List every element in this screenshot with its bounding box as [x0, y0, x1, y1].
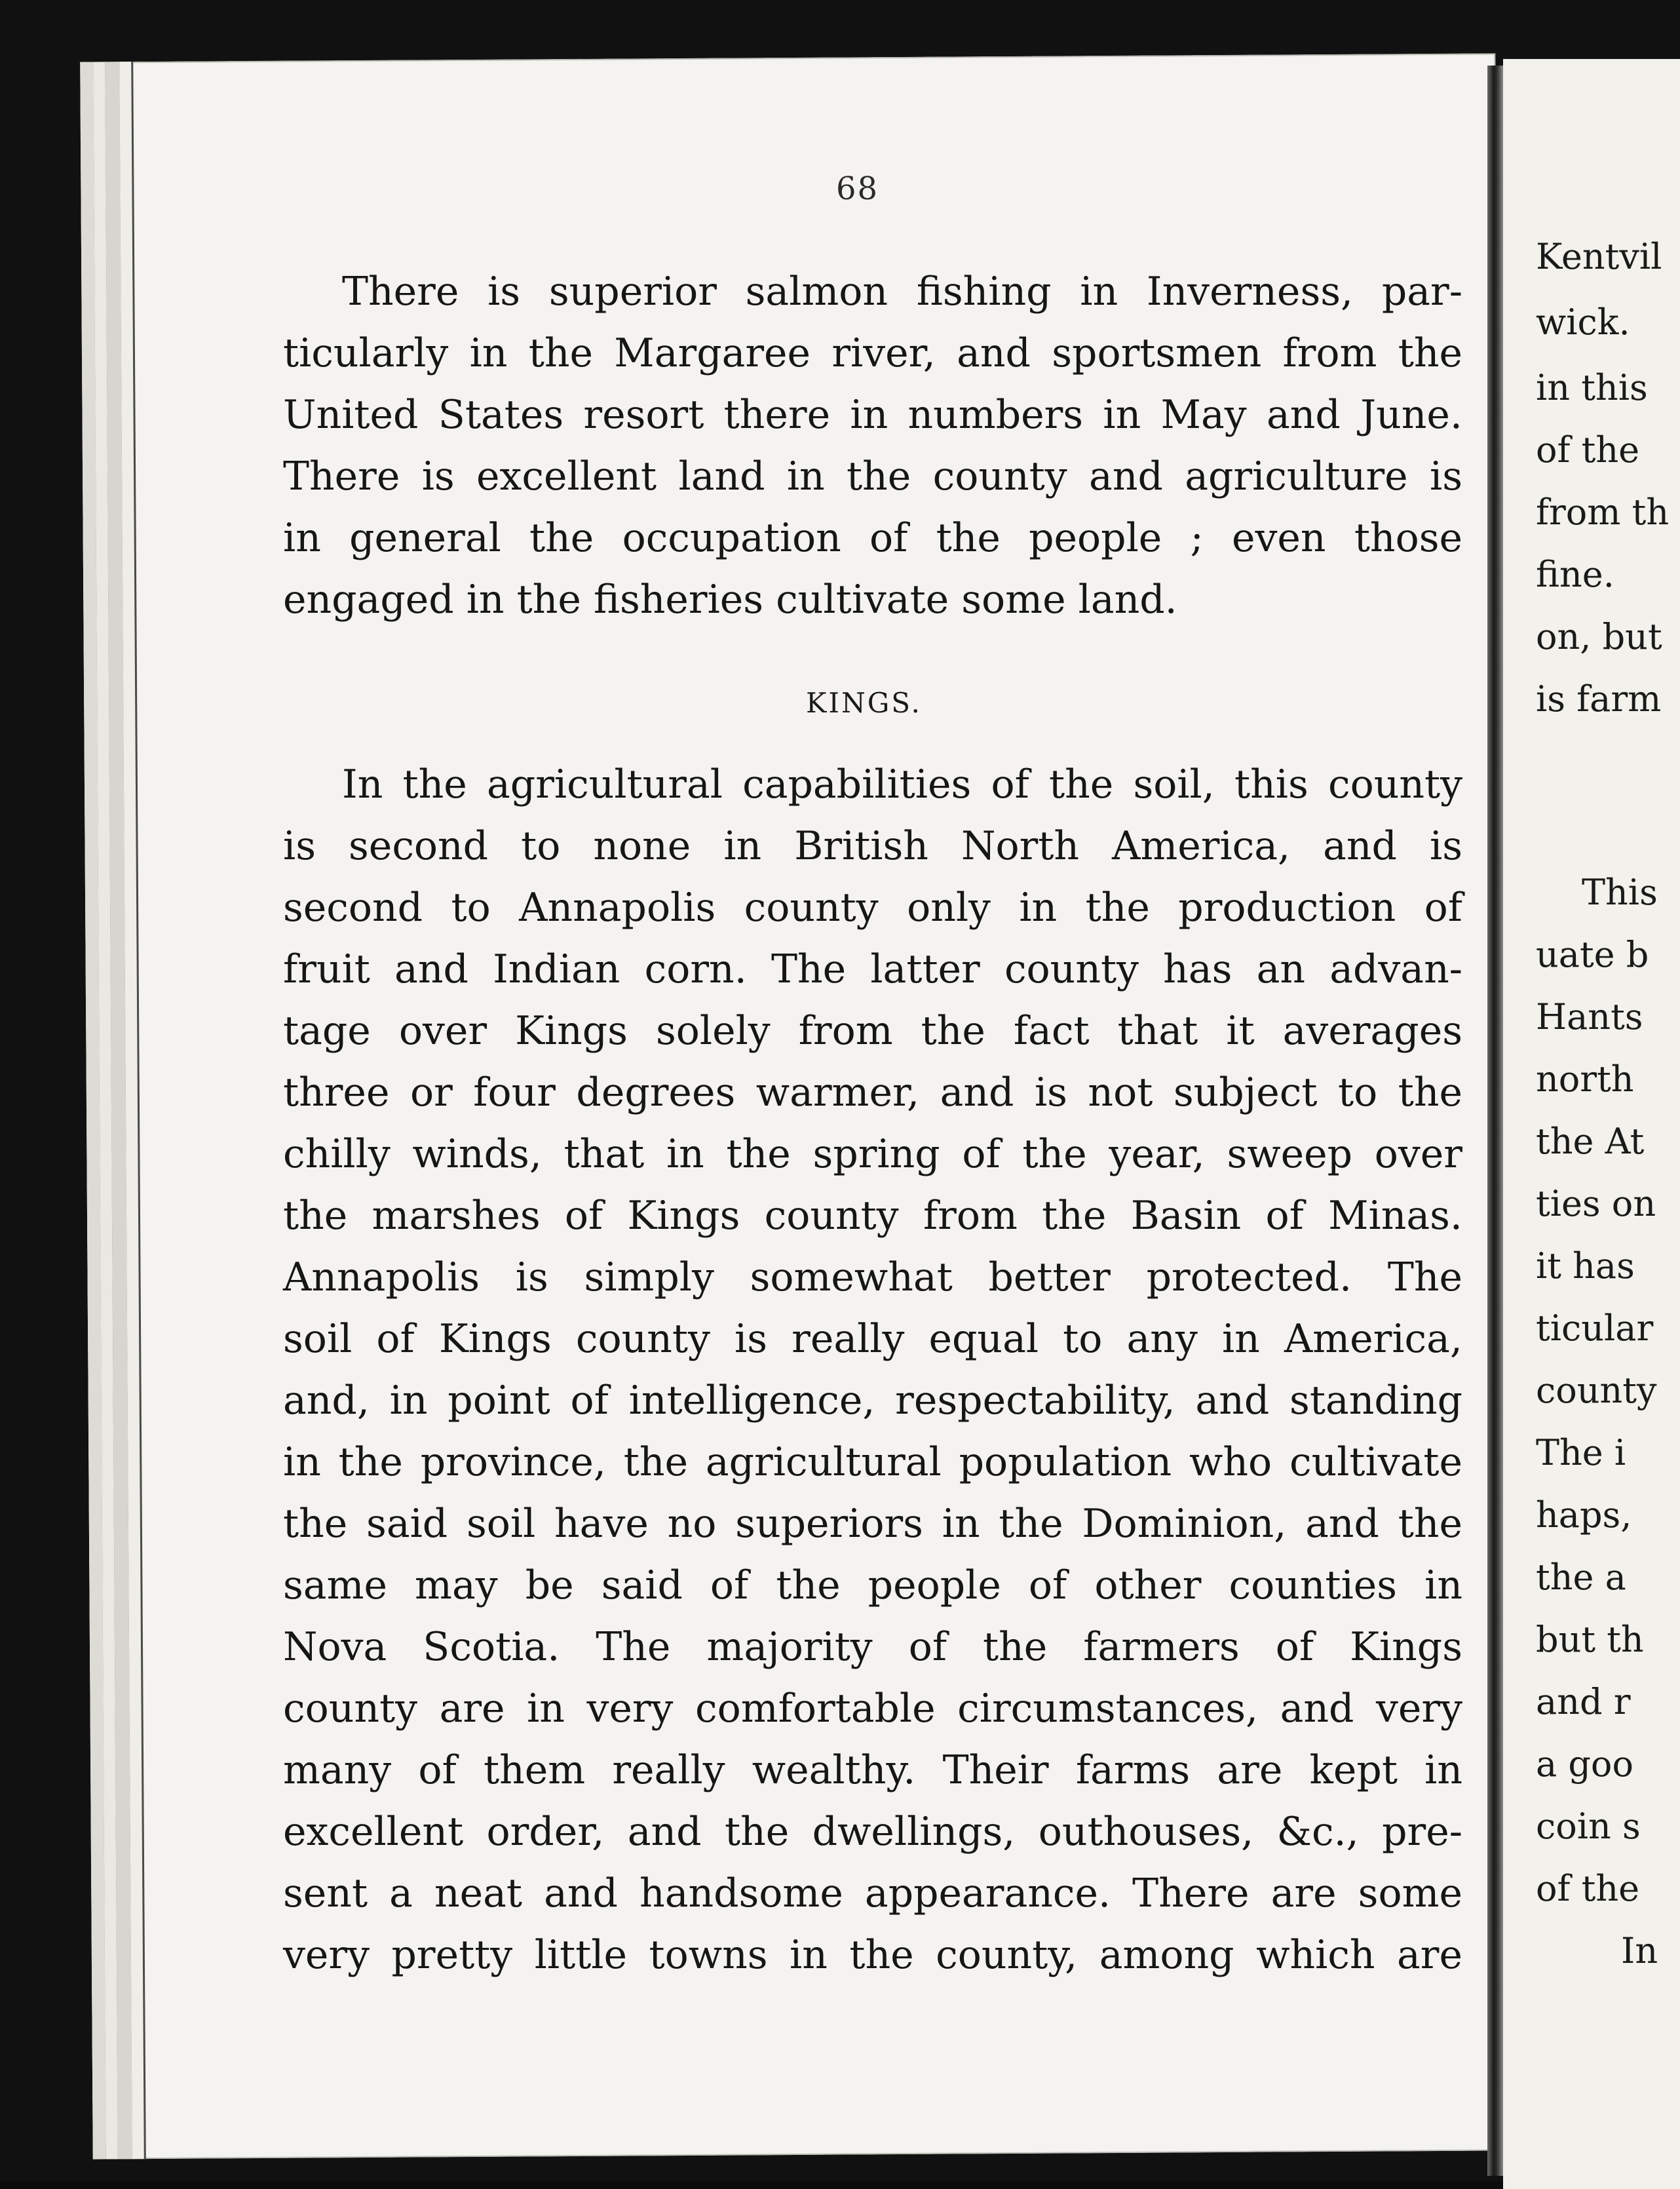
right-page-fragment: In [1621, 1930, 1658, 1971]
right-page-fragment: the a [1536, 1557, 1626, 1598]
paragraph-inverness [283, 261, 1462, 630]
text-line: second to Annapolis county only in the production of [283, 885, 1462, 931]
text-line: United States resort there in numbers in May and June. [283, 392, 1462, 438]
right-page-fragment: the At [1536, 1121, 1645, 1162]
text-line: soil of Kings county is really equal to any in America, [283, 1316, 1462, 1362]
right-page-fragment: county [1536, 1370, 1657, 1411]
text-line: sent a neat and handsome appearance. There are some [283, 1870, 1462, 1916]
right-page-fragment: This [1582, 872, 1658, 913]
text-line: is second to none in British North America, and is [283, 823, 1462, 869]
text-line: tage over Kings solely from the fact that it averages [283, 1008, 1462, 1054]
text-line: Annapolis is simply somewhat better protected. The [283, 1254, 1462, 1300]
text-line: There is excellent land in the county and agriculture is [283, 454, 1462, 499]
text-line: county are in very comfortable circumstances, and very [283, 1686, 1462, 1732]
right-page [1503, 59, 1680, 2189]
right-page-fragment: ties on [1536, 1183, 1656, 1224]
text-line: very pretty little towns in the county, among which are [283, 1932, 1462, 1978]
right-page-fragment: Hants [1536, 996, 1643, 1037]
right-page-fragment: from th [1536, 492, 1670, 533]
text-line: in the province, the agricultural population who cultivate [283, 1439, 1462, 1485]
book-spine [1487, 66, 1503, 2176]
right-page-fragment: and r [1536, 1681, 1631, 1722]
right-page-fragment: The i [1536, 1432, 1626, 1473]
text-line: in general the occupation of the people ; even those [283, 515, 1462, 561]
text-line: chilly winds, that in the spring of the year, sweep over [283, 1131, 1462, 1177]
text-line: the said soil have no superiors in the Dominion, and the [283, 1501, 1462, 1547]
right-page-fragment: uate b [1536, 934, 1649, 975]
text-line: many of them really wealthy. Their farms are kept in [283, 1747, 1462, 1793]
right-page-fragment: it has [1536, 1245, 1635, 1287]
right-page-fragment: a goo [1536, 1743, 1633, 1785]
text-line: and, in point of intelligence, respectability, and standing [283, 1378, 1462, 1424]
page-number: 68 [836, 170, 879, 207]
right-page-fragment: is farm [1536, 678, 1662, 720]
right-page-fragment: of the [1536, 429, 1640, 471]
text-line: engaged in the fisheries cultivate some land. [283, 577, 1177, 623]
right-page-fragment: but th [1536, 1619, 1644, 1660]
right-page-fragment: of the [1536, 1868, 1640, 1909]
right-page-fragment: ticular [1536, 1308, 1654, 1349]
text-line: fruit and Indian corn. The latter county has an advan- [283, 946, 1462, 992]
text-line: excellent order, and the dwellings, outhouses, &c., pre- [283, 1809, 1462, 1855]
text-line: three or four degrees warmer, and is not subject to the [283, 1070, 1462, 1115]
right-page-fragment: coin s [1536, 1806, 1641, 1847]
text-line: same may be said of the people of other counties in [283, 1562, 1462, 1608]
text-line: In the agricultural capabilities of the soil, this county [342, 762, 1462, 807]
right-page-fragment: in this [1536, 367, 1648, 408]
right-page-fragment: north [1536, 1058, 1634, 1100]
right-page-fragment: on, but [1536, 616, 1662, 657]
right-page-fragment: Kentvil [1536, 236, 1662, 277]
right-page-fragment: wick. [1536, 301, 1630, 343]
text-line: the marshes of Kings county from the Basin of Minas. [283, 1193, 1462, 1239]
paragraph-kings [283, 754, 1462, 1986]
text-line: There is superior salmon fishing in Inverness, par- [342, 269, 1462, 315]
section-heading: KINGS. [806, 687, 922, 719]
text-line: ticularly in the Margaree river, and sportsmen from the [283, 330, 1462, 376]
text-line: Nova Scotia. The majority of the farmers of Kings [283, 1624, 1462, 1670]
right-page-fragment: fine. [1536, 554, 1614, 595]
right-page-fragment: haps, [1536, 1494, 1632, 1536]
